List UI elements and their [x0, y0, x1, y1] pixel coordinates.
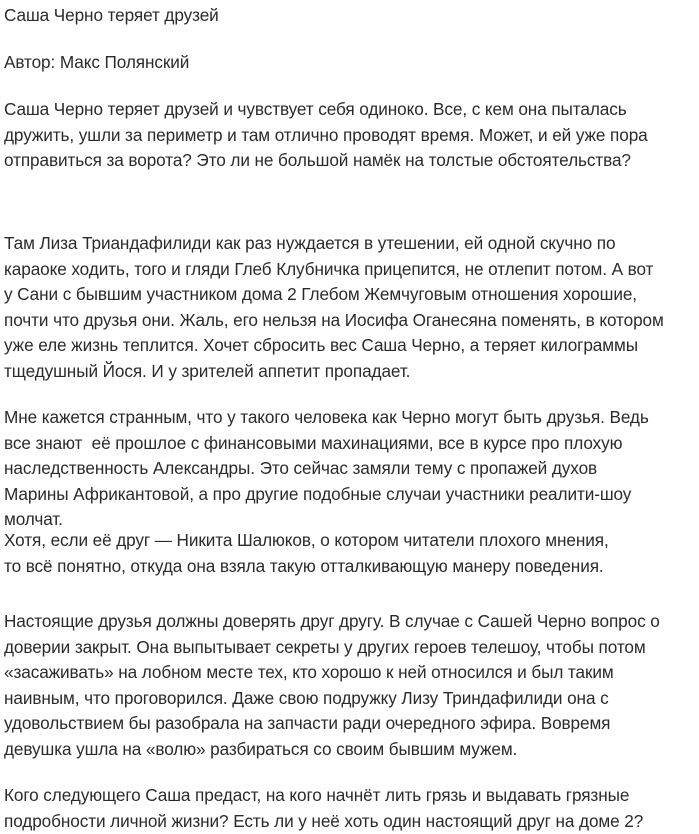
article-author	[4, 50, 189, 76]
text-line: у Сани с бывшим участником дома 2 Глебом Жемчуговым отношения хорошие,	[4, 282, 664, 308]
text-line: Хотя, если её друг — Никита Шалюков, о котором читатели плохого мнения,	[4, 528, 609, 554]
text-line: все знают её прошлое с финансовыми махинациями, все в курсе про плохую	[4, 431, 649, 457]
paragraph-4	[4, 528, 609, 579]
paragraph-2	[4, 231, 664, 384]
text-line: Саша Черно теряет друзей и чувствует себя одиноко. Все, с кем она пыталась	[4, 97, 648, 123]
text-line: наследственность Александры. Это сейчас замяли тему с пропажей духов	[4, 456, 649, 482]
text-line: отправиться за ворота? Это ли не большой намёк на толстые обстоятельства?	[4, 148, 648, 174]
paragraph-3	[4, 405, 649, 533]
text-line: Кого следующего Саша предаст, на кого начнёт лить грязь и выдавать грязные	[4, 783, 643, 809]
text-line: тщедушный Йося. И у зрителей аппетит пропадает.	[4, 359, 664, 385]
paragraph-5	[4, 609, 660, 762]
text-line: девушка ушла на «волю» разбираться со своим бывшим мужем.	[4, 737, 660, 763]
text-line: Там Лиза Триандафилиди как раз нуждается в утешении, ей одной скучно по	[4, 231, 664, 257]
text-line: то всё понятно, откуда она взяла такую отталкивающую манеру поведения.	[4, 554, 609, 580]
text-line: «засаживать» на лобном месте тех, кто хорошо к ней относился и был таким	[4, 660, 660, 686]
text-line: молчат.	[4, 507, 649, 533]
title-text: Саша Черно теряет друзей	[4, 3, 219, 29]
text-line: Мне кажется странным, что у такого человека как Черно могут быть друзья. Ведь	[4, 405, 649, 431]
text-line: Марины Африкантовой, а про другие подобные случаи участники реалити-шоу	[4, 482, 649, 508]
text-line: почти что друзья они. Жаль, его нельзя на Иосифа Оганесяна поменять, в котором	[4, 308, 664, 334]
text-line: Настоящие друзья должны доверять друг другу. В случае с Сашей Черно вопрос о	[4, 609, 660, 635]
text-line: доверии закрыт. Она выпытывает секреты у других героев телешоу, чтобы потом	[4, 635, 660, 661]
text-line: дружить, ушли за периметр и там отлично проводят время. Может, и ей уже пора	[4, 123, 648, 149]
text-line: уже еле жизнь теплится. Хочет сбросить вес Саша Черно, а теряет килограммы	[4, 333, 664, 359]
paragraph-6	[4, 783, 643, 834]
text-line: караоке ходить, того и гляди Глеб Клубничка прицепится, не отлепит потом. А вот	[4, 257, 664, 283]
text-line: наивным, что проговорился. Даже свою подружку Лизу Триндафилиди она с	[4, 686, 660, 712]
text-line: удовольствием бы разобрала на запчасти ради очередного эфира. Вовремя	[4, 711, 660, 737]
text-line: подробности личной жизни? Есть ли у неё хоть один настоящий друг на доме 2?	[4, 809, 643, 834]
article-title	[4, 3, 219, 29]
paragraph-1	[4, 97, 648, 174]
author-text: Автор: Макс Полянский	[4, 50, 189, 76]
